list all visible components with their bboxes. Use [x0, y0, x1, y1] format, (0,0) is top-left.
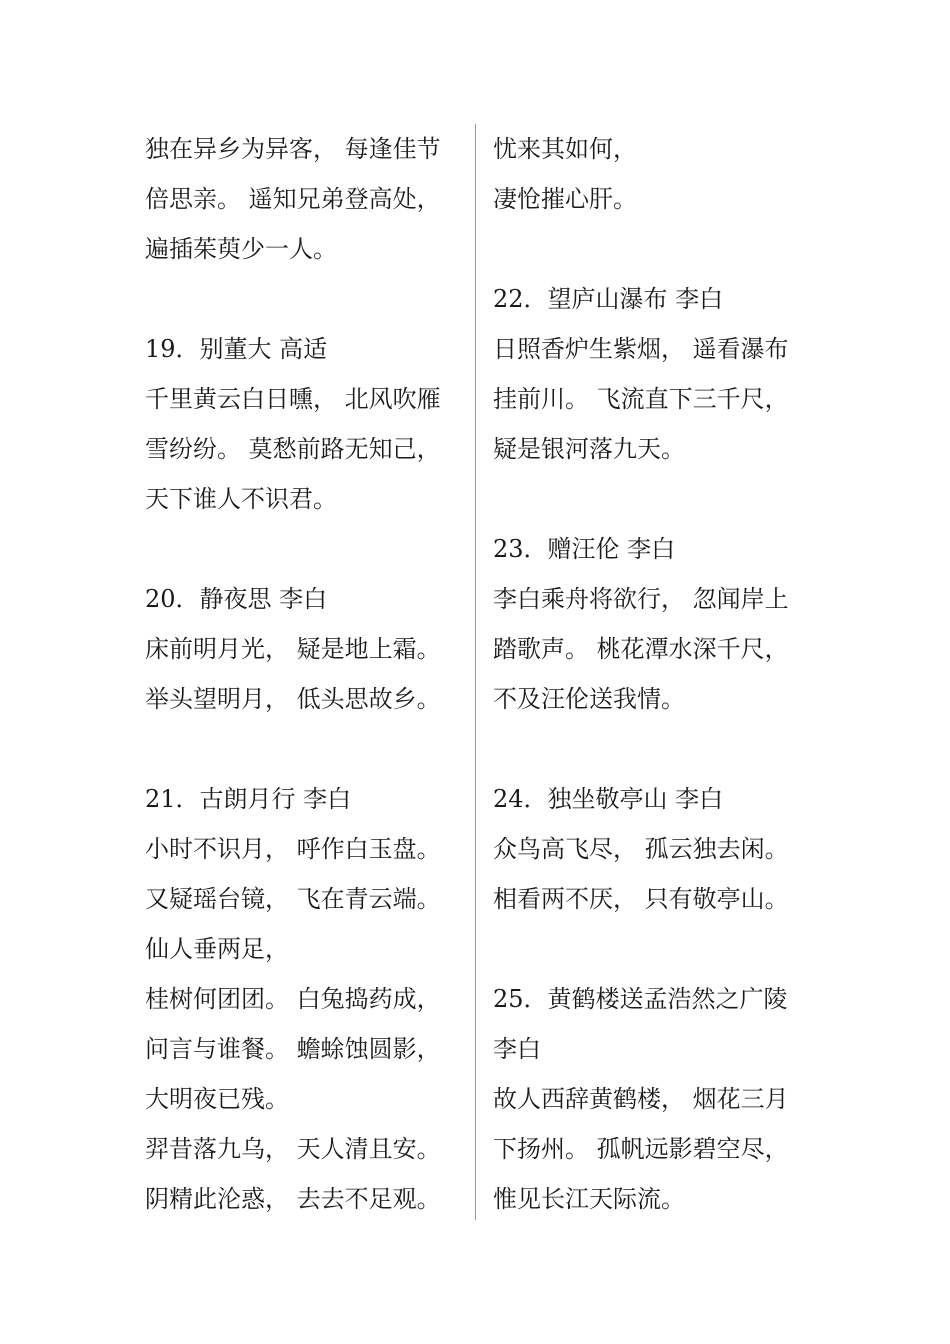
- poem-line: 仙人垂两足，: [145, 935, 289, 963]
- poem-line: 李白乘舟将欲行， 忽闻岸上: [493, 585, 789, 613]
- poem-line: 相看两不厌， 只有敬亭山。: [493, 885, 789, 913]
- poem-line: 故人西辞黄鹤楼， 烟花三月: [493, 1085, 789, 1113]
- poem-line: 惟见长江天际流。: [493, 1185, 685, 1213]
- poem-line: 大明夜已残。: [145, 1085, 289, 1113]
- blank-line: [493, 724, 823, 774]
- left-column: [145, 124, 475, 1224]
- poem-line: 凄怆摧心肝。: [493, 185, 637, 213]
- poem-line: 又疑瑶台镜， 飞在青云端。: [145, 885, 441, 913]
- poem-title: 19．别董大 高适: [145, 335, 328, 363]
- poem-title: 24．独坐敬亭山 李白: [493, 785, 724, 813]
- poem-line: 日照香炉生紫烟， 遥看瀑布: [493, 335, 789, 363]
- poem-line: 雪纷纷。 莫愁前路无知己，: [145, 435, 441, 463]
- poem-line: 羿昔落九乌， 天人清且安。: [145, 1135, 441, 1163]
- poem-line: 桂树何团团。 白兔捣药成，: [145, 985, 441, 1013]
- poem-line: 床前明月光， 疑是地上霜。: [145, 635, 441, 663]
- poem-line: 忧来其如何，: [493, 135, 637, 163]
- poem-title: 23．赠汪伦 李白: [493, 535, 676, 563]
- poem-line: 疑是银河落九天。: [493, 435, 685, 463]
- blank-line: [493, 924, 823, 974]
- blank-line: [145, 274, 475, 324]
- poem-line: 众鸟高飞尽， 孤云独去闲。: [493, 835, 789, 863]
- poem-line: 千里黄云白日曛， 北风吹雁: [145, 385, 441, 413]
- poem-line: 倍思亲。 遥知兄弟登高处，: [145, 185, 441, 213]
- column-divider: [475, 124, 476, 1220]
- poem-title: 20．静夜思 李白: [145, 585, 328, 613]
- poem-line: 问言与谁餐。 蟾蜍蚀圆影，: [145, 1035, 441, 1063]
- poem-line: 遍插茱萸少一人。: [145, 235, 337, 263]
- poem-line: 阴精此沦惑， 去去不足观。: [145, 1185, 441, 1213]
- right-column: [493, 124, 823, 1224]
- blank-line: [493, 224, 823, 274]
- blank-line: [145, 724, 475, 774]
- blank-line: [493, 474, 823, 524]
- poem-line: 独在异乡为异客， 每逢佳节: [145, 135, 441, 163]
- poem-line: 不及汪伦送我情。: [493, 685, 685, 713]
- blank-line: [145, 524, 475, 574]
- poem-line: 下扬州。 孤帆远影碧空尽，: [493, 1135, 789, 1163]
- poem-title: 21．古朗月行 李白: [145, 785, 352, 813]
- poem-line: 天下谁人不识君。: [145, 485, 337, 513]
- poem-title: 25．黄鹤楼送孟浩然之广陵: [493, 985, 788, 1013]
- poem-line: 踏歌声。 桃花潭水深千尺，: [493, 635, 789, 663]
- poem-title: 李白: [493, 1035, 541, 1063]
- poem-line: 小时不识月， 呼作白玉盘。: [145, 835, 441, 863]
- poem-title: 22．望庐山瀑布 李白: [493, 285, 724, 313]
- poem-line: 挂前川。 飞流直下三千尺，: [493, 385, 789, 413]
- poem-line: 举头望明月， 低头思故乡。: [145, 685, 441, 713]
